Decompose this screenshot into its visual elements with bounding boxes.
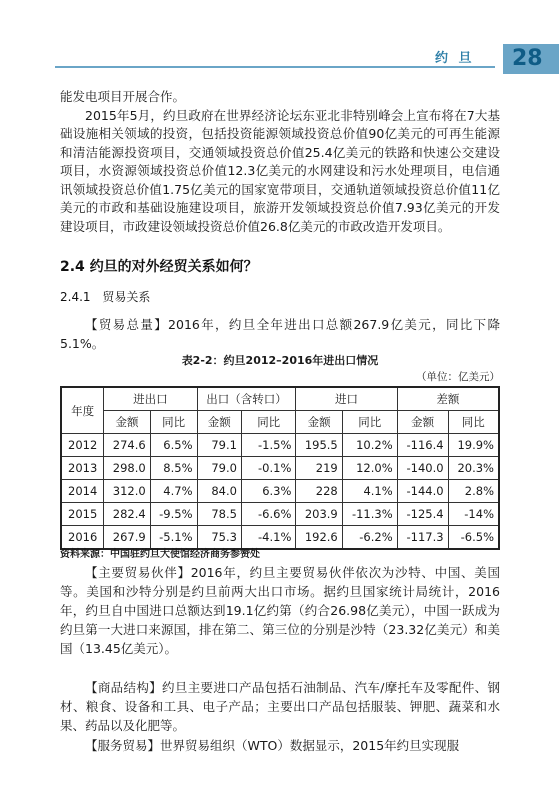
- table-unit-note: （单位：亿美元）: [416, 371, 500, 383]
- table-cell: 79.1: [197, 434, 241, 457]
- table-cell: 6.5%: [150, 434, 197, 457]
- services-paragraph: 【服务贸易】世界贸易组织（WTO）数据显示，2015年约旦实现服: [85, 738, 460, 753]
- group-header: 进出口: [104, 387, 197, 411]
- table-cell: 4.1%: [342, 480, 397, 503]
- table-row: [61, 503, 499, 526]
- trade-total-paragraph: 【贸易总量】2016年，约旦全年进出口总额267.9亿美元，同比下降5.1%。: [60, 317, 500, 351]
- table-cell: 6.3%: [241, 480, 295, 503]
- table-cell: -6.2%: [342, 526, 397, 550]
- table-cell: -1.5%: [241, 434, 295, 457]
- table-row: [61, 480, 499, 503]
- subsection-title: 贸易关系: [102, 290, 151, 304]
- table-row: [61, 457, 499, 480]
- table-cell: -9.5%: [150, 503, 197, 526]
- group-header: 进口: [296, 387, 397, 411]
- group-header: 差额: [397, 387, 499, 411]
- table-cell: 192.6: [296, 526, 342, 550]
- header-rule: [55, 66, 495, 68]
- table-cell: -116.4: [397, 434, 448, 457]
- page-number: 28: [512, 46, 543, 71]
- section-number: 2.4: [60, 259, 85, 275]
- table-cell: 267.9: [104, 526, 150, 550]
- table-cell: -140.0: [397, 457, 448, 480]
- source-note: 资料来源：中国驻约旦大使馆经济商务参赞处: [60, 549, 260, 560]
- table-cell: 312.0: [104, 480, 150, 503]
- table-cell: -11.3%: [342, 503, 397, 526]
- table-cell: 2015: [61, 503, 104, 526]
- table-cell: -117.3: [397, 526, 448, 550]
- page-header: [0, 44, 559, 88]
- sub-header: 同比: [150, 411, 197, 434]
- table-row: [61, 434, 499, 457]
- commodities-paragraph: 【商品结构】约旦主要进口产品包括石油制品、汽车/摩托车及零配件、钢材、粮食、设备和工具、电子产品；主要出口产品包括服装、钾肥、蔬菜和水果、药品以及化肥等。: [60, 680, 500, 733]
- table-cell: 274.6: [104, 434, 150, 457]
- table-cell: 75.3: [197, 526, 241, 550]
- partners-paragraph: 【主要贸易伙伴】2016年，约旦主要贸易伙伴依次为沙特、中国、美国等。美国和沙特分别是约旦前两大出口市场。据约旦国家统计局统计，2016年，约旦自中国进口总额达到19.1亿约第（约合26.98亿美元），中国一跃成为约旦第一大进口来源国，排在第二、第三位的分别是沙特（23.32亿美元）和美国（13.45亿美元）。: [60, 565, 500, 656]
- sub-header: 金额: [197, 411, 241, 434]
- table-cell: 2.8%: [448, 480, 499, 503]
- table-cell: 2012: [61, 434, 104, 457]
- sub-header: 同比: [241, 411, 295, 434]
- table-header-row: [61, 387, 499, 411]
- group-header: 出口（含转口）: [197, 387, 296, 411]
- table-cell: 2014: [61, 480, 104, 503]
- table-cell: -4.1%: [241, 526, 295, 550]
- table-cell: 20.3%: [448, 457, 499, 480]
- table-cell: 10.2%: [342, 434, 397, 457]
- table-cell: 2013: [61, 457, 104, 480]
- table-cell: 195.5: [296, 434, 342, 457]
- table-cell: 2016: [61, 526, 104, 550]
- table-cell: 78.5: [197, 503, 241, 526]
- table-cell: 203.9: [296, 503, 342, 526]
- running-header-country: 约 旦: [435, 51, 475, 66]
- year-header: 年度: [61, 387, 104, 434]
- table-cell: 298.0: [104, 457, 150, 480]
- subsection-number: 2.4.1: [60, 290, 91, 304]
- sub-header: 金额: [296, 411, 342, 434]
- table-cell: 79.0: [197, 457, 241, 480]
- table-subheader-row: [61, 411, 499, 434]
- table-cell: 282.4: [104, 503, 150, 526]
- sub-header: 同比: [342, 411, 397, 434]
- table-cell: 219: [296, 457, 342, 480]
- table-cell: 12.0%: [342, 457, 397, 480]
- table-cell: -125.4: [397, 503, 448, 526]
- table-cell: -5.1%: [150, 526, 197, 550]
- section-title: 约旦的对外经贸关系如何？: [89, 259, 258, 275]
- table-cell: 84.0: [197, 480, 241, 503]
- table-cell: -14%: [448, 503, 499, 526]
- table-cell: 19.9%: [448, 434, 499, 457]
- trade-table: [60, 386, 500, 550]
- table-cell: 228: [296, 480, 342, 503]
- sub-header: 同比: [448, 411, 499, 434]
- sub-header: 金额: [397, 411, 448, 434]
- table-caption: 表2-2：约旦2012–2016年进出口情况: [181, 354, 379, 367]
- table-cell: -6.6%: [241, 503, 295, 526]
- table-cell: -0.1%: [241, 457, 295, 480]
- table-cell: 8.5%: [150, 457, 197, 480]
- sub-header: 金额: [104, 411, 150, 434]
- intro-line: 能发电项目开展合作。: [60, 89, 186, 104]
- table-cell: -6.5%: [448, 526, 499, 550]
- table-cell: -144.0: [397, 480, 448, 503]
- intro-paragraph: 2015年5月，约旦政府在世界经济论坛东亚北非特别峰会上宣布将在7大基础设施相关领域的投资，包括投资能源领域投资总价值90亿美元的可再生能源和清洁能源投资项目，交通领域投资总价值25.4亿美元的铁路和快速公交建设项目，水资源领域投资总价值12.3亿美元的水网建设和污水处理项目，电信通讯领域投资总价值1.75亿美元的国家宽带项目，交通轨道领域投资总价值11亿美元的市政和基础设施建设项目，旅游开发领域投资总价值7.93亿美元的开发建设项目，市政建设领域投资总价值26.8亿美元的市政改造开发项目。: [60, 107, 500, 234]
- section-heading: [60, 256, 258, 276]
- table-cell: 4.7%: [150, 480, 197, 503]
- subsection-heading: [60, 288, 158, 305]
- intro-text: [60, 88, 500, 236]
